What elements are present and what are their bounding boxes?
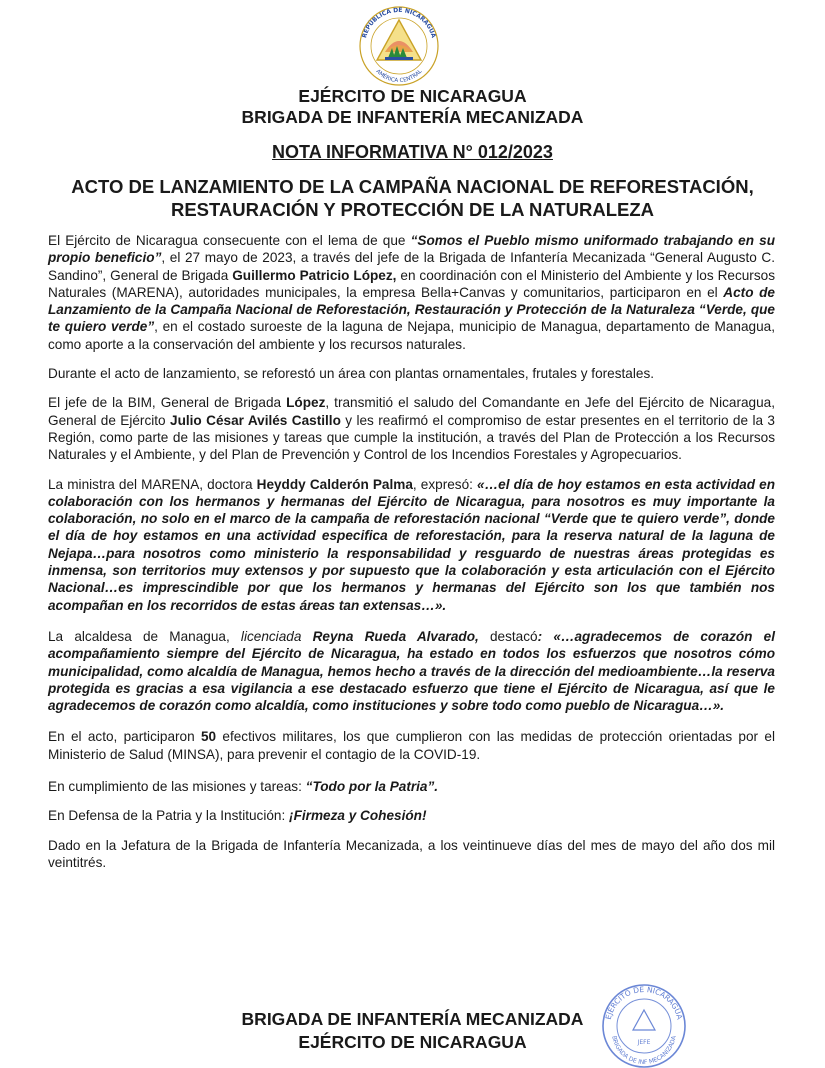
paragraph-mayor <box>48 628 775 714</box>
motto-firmeza: ¡Firmeza y Cohesión! <box>289 808 427 824</box>
text-span: , en el costado suroeste de la laguna de Nejapa, municipio de Managua, departamento de Managua, como aporte a la conservación del ambiente y los recursos naturales. <box>48 319 775 352</box>
general-name: Guillermo Patricio López, <box>232 267 397 283</box>
stamp-ring-text-top: EJÉRCITO DE NICARAGUA <box>603 984 685 1021</box>
note-number: NOTA INFORMATIVA N° 012/2023 <box>272 142 553 162</box>
text-span: En el acto, participaron <box>48 729 201 745</box>
paragraph-greeting <box>48 394 775 463</box>
motto-quote: “Somos el Pueblo mismo uniformado trabajando en su propio beneficio” <box>48 233 775 266</box>
paragraph-motto-firmeza <box>48 807 775 824</box>
minister-name: Heyddy Calderón Palma <box>256 476 413 492</box>
minister-quote: «…el día de hoy estamos en esta actividad en colaboración con los hermanos y hermanas del Ejército de Nicaragua, para nosotros es muy importante la colaboración, no solo en el marco de la campaña de reforestación nacional “Verde que te quiero verde”, donde el día de hoy estamos en una actividad especifica de reforestación, para la reserva natural de la laguna de Nejapa…para nosotros como ministerio la responsabilidad y resguardo de nuestras áreas protegidas es inmensa, son territorios muy extensos y por supuesto que la colaboración y esta articulación con el Ejército Nacional…es imprescindible por que los hermanos y hermanas del Ejército son los que también nos acompañan en los recorridos de estas áreas tan extensas…». <box>48 476 776 613</box>
text-span: destacó <box>478 628 538 644</box>
participant-count: 50 <box>200 729 217 745</box>
text-span: , el 27 mayo de 2023, a través del jefe de la Brigada de Infantería Mecanizada “General Augusto C. Sandino”, General de Brigada <box>48 250 775 283</box>
mayor-quote: : «…agradecemos de corazón el acompañamiento siempre del Ejército de Nicaragua, ha estado en todos los esfuerzos que nosotros cómo municipalidad, como alcaldía de Managua, hemos hecho a través de la dirección del medioambiente…la reserva protegida es gracias a esa vigilancia a ese destacado esfuerzo que tiene el Ejército de Nicaragua, así que le agradecemos de corazón como alcaldía, como instituciones y sobre todo como pueblo de Nicaragua…». <box>48 628 776 714</box>
coat-of-arms-seal <box>355 2 443 86</box>
text-span: En Defensa de la Patria y la Institución: <box>48 808 290 824</box>
text-span <box>301 629 312 644</box>
stamp-center-text: JEFE <box>637 1039 651 1046</box>
seal-ring-text-top: REPÚBLICA DE NICARAGUA <box>361 6 437 39</box>
text-span: y les reafirmó el compromiso de estar presentes en el territorio de la 3 Región, como parte de las misiones y tareas que cumple la institución, a través del Plan de Protección a los Recursos Naturales y el Ambiente, y del Plan de Prevención y Control de los Incendios Forestales y Agropecuarios. <box>48 412 775 463</box>
text-span: La alcaldesa de Managua, <box>48 628 241 644</box>
document-body <box>48 232 775 883</box>
paragraph-reforestation: Durante el acto de lanzamiento, se reforestó un área con plantas ornamentales, frutales y forestales. <box>48 366 655 382</box>
footer-army-name: EJÉRCITO DE NICARAGUA <box>298 1032 527 1052</box>
general-surname: López <box>286 395 326 411</box>
paragraph-dated: Dado en la Jefatura de la Brigada de Infantería Mecanizada, a los veintinueve días del mes de mayo del año dos mil veintitrés. <box>48 837 775 870</box>
text-span: El Ejército de Nicaragua consecuente con el lema de que <box>48 233 411 248</box>
mayor-title: licenciada <box>240 628 302 644</box>
text-span: , expresó: <box>412 476 478 492</box>
paragraph-participants <box>48 728 775 763</box>
document-title-line1: ACTO DE LANZAMIENTO DE LA CAMPAÑA NACIONAL DE REFORESTACIÓN, <box>71 176 754 197</box>
text-span: , transmitió el saludo del Comandante en Jefe del Ejército de Nicaragua, General de Ejército <box>48 395 775 428</box>
text-span: efectivos militares, los que cumplieron con las medidas de protección orientadas por el Ministerio de Salud (MINSA), para prevenir el contagio de la COVID-19. <box>48 729 775 762</box>
commander-name: Julio César Avilés Castillo <box>170 412 341 428</box>
mayor-name: Reyna Rueda Alvarado, <box>312 628 479 644</box>
text-span: En cumplimiento de las misiones y tareas: <box>48 779 306 795</box>
document-title-line2: RESTAURACIÓN Y PROTECCIÓN DE LA NATURALEZA <box>170 199 655 220</box>
paragraph-intro <box>48 232 775 353</box>
seal-ring-text-bottom: AMÉRICA CENTRAL <box>374 68 424 85</box>
paragraph-minister <box>48 476 775 614</box>
footer-brigade-name: BRIGADA DE INFANTERÍA MECANIZADA <box>241 1009 584 1029</box>
motto-patria: “Todo por la Patria”. <box>305 779 439 795</box>
campaign-name: Acto de Lanzamiento de la Campaña Nacional de Reforestación, Restauración y Protección de la Naturaleza “Verde, que te quiero verde” <box>48 284 775 335</box>
text-span: en coordinación con el Ministerio del Ambiente y los Recursos Naturales (MARENA), autoridades municipales, la empresa Bella+Canvas y comunitarios, participaron en el <box>48 267 775 300</box>
text-span: La ministra del MARENA, doctora <box>48 476 257 492</box>
header-brigade-name: BRIGADA DE INFANTERÍA MECANIZADA <box>241 107 584 127</box>
stamp-ring-text-bottom: BRIGADA DE INF MECANIZADA <box>610 1035 678 1067</box>
text-span: El jefe de la BIM, General de Brigada <box>48 395 287 411</box>
paragraph-motto-patria <box>48 778 775 795</box>
header-army-name: EJÉRCITO DE NICARAGUA <box>298 86 527 106</box>
